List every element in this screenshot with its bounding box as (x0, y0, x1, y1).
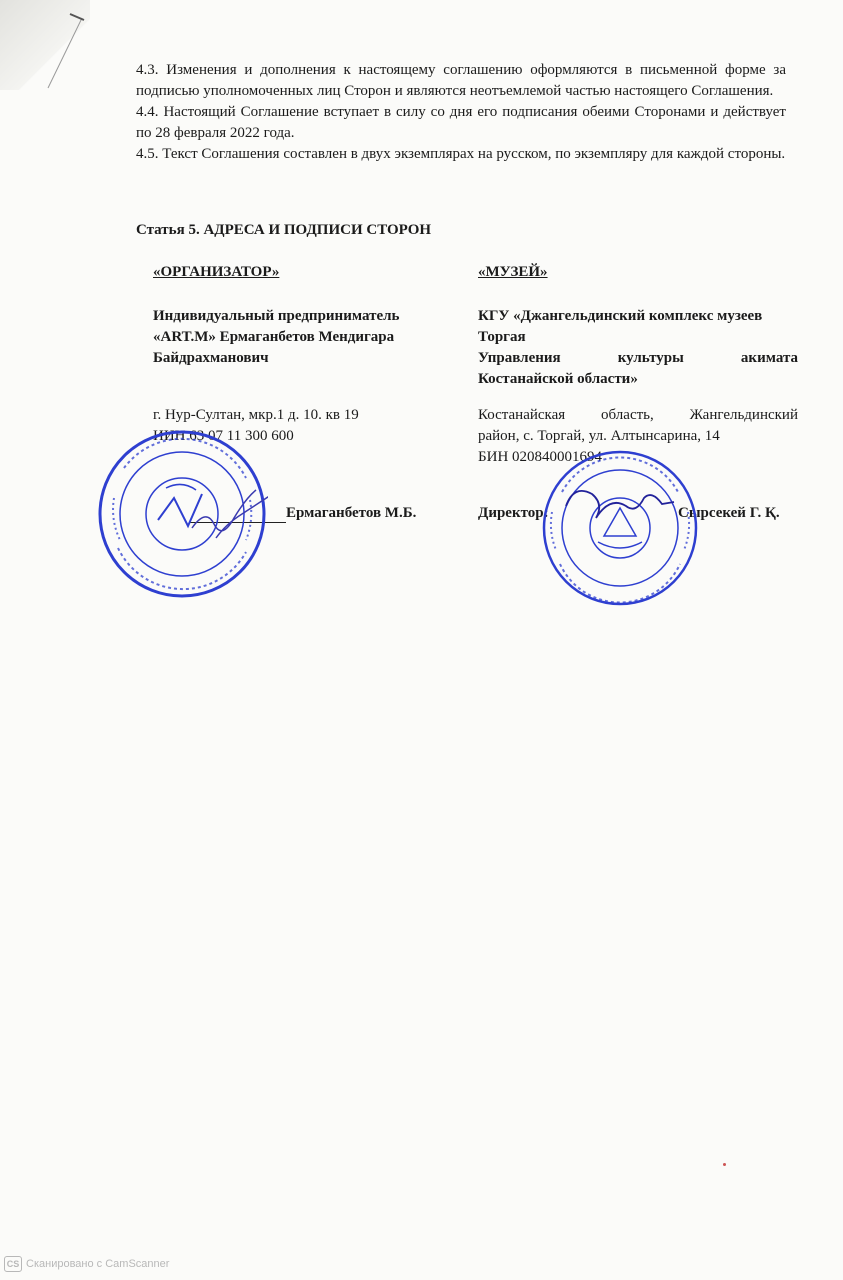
organizer-name-line: Байдрахманович (153, 350, 269, 366)
museum-label: «МУЗЕЙ» (478, 264, 548, 280)
museum-stamp (540, 446, 700, 610)
camscanner-icon: CS (4, 1256, 22, 1272)
museum-name-line: Костанайской области» (478, 371, 638, 387)
watermark-text: Сканировано с CamScanner (26, 1258, 170, 1270)
museum-address-line: Костанайская область, Жангельдинский (478, 407, 798, 423)
museum-signature-title: Директор: (478, 505, 549, 521)
organizer-signature-name: Ермаганбетов М.Б. (286, 505, 417, 521)
organizer-stamp (96, 428, 268, 600)
museum-name-line: Управления культуры акимата (478, 350, 798, 366)
organizer-name-line: Индивидуальный предприниматель (153, 308, 400, 324)
clauses-section (136, 60, 786, 165)
article-title: Статья 5. АДРЕСА И ПОДПИСИ СТОРОН (136, 222, 432, 238)
organizer-address: г. Нур-Султан, мкр.1 д. 10. кв 19 (153, 407, 359, 423)
organizer-iin: ИИН 63 07 11 300 600 (153, 428, 294, 444)
museum-name-line: Торгая (478, 329, 526, 345)
clause-4-4: 4.4. Настоящий Соглашение вступает в силу со дня его подписания обеими Сторонами и действует по 28 февраля 2022 года. (136, 104, 786, 141)
museum-name (478, 306, 798, 390)
organizer-name (153, 306, 473, 369)
clause-4-3: 4.3. Изменения и дополнения к настоящему соглашению оформляются в письменной форме за подписью уполномоченных лиц Сторон и являются неотъемлемой частью настоящего Соглашения. (136, 62, 786, 99)
museum-signature-name: Сырсекей Г. Қ. (678, 505, 780, 521)
organizer-name-line: «ART.M» Ермаганбетов Мендигара (153, 329, 395, 345)
museum-bin: БИН 020840001694 (478, 449, 603, 465)
scanner-watermark (4, 1256, 169, 1272)
ink-speck (723, 1163, 726, 1166)
clause-4-5: 4.5. Текст Соглашения составлен в двух экземплярах на русском, по экземпляру для каждой стороны. (136, 146, 786, 162)
museum-address-line: район, с. Торгай, ул. Алтынсарина, 14 (478, 428, 720, 444)
museum-name-line: КГУ «Джангельдинский комплекс музеев (478, 308, 763, 324)
page-fold-line (0, 0, 90, 90)
organizer-label: «ОРГАНИЗАТОР» (153, 264, 280, 280)
